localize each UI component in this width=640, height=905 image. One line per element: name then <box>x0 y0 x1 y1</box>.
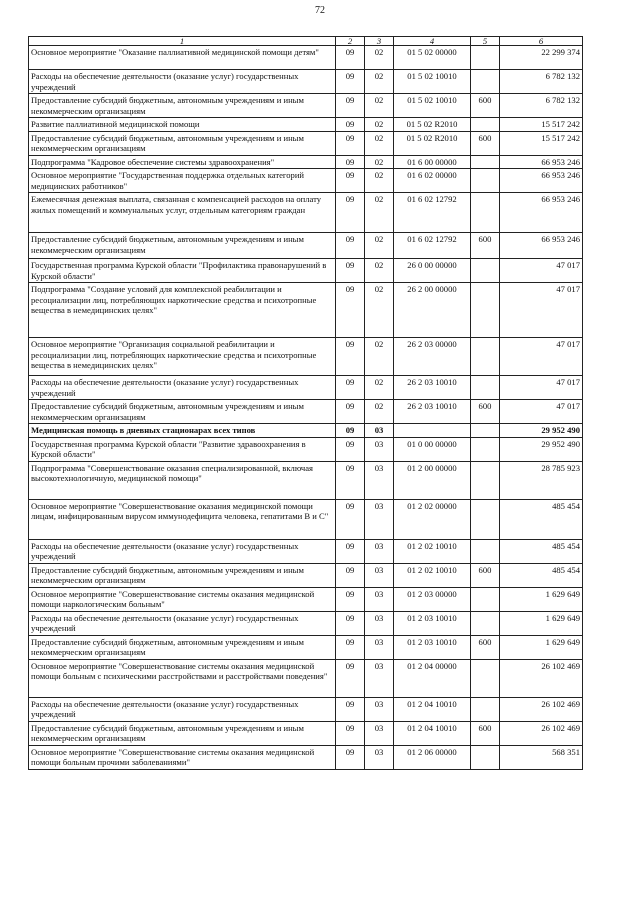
row-target-code-cell: 01 5 02 10010 <box>394 70 471 94</box>
row-section-cell: 09 <box>336 499 365 539</box>
row-expense-type-cell <box>471 259 500 283</box>
column-number: 1 <box>29 37 336 46</box>
row-section-cell: 09 <box>336 697 365 721</box>
table-row <box>29 659 583 697</box>
table-row <box>29 745 583 769</box>
table-row <box>29 155 583 169</box>
column-number-row <box>29 37 583 46</box>
row-expense-type-cell: 600 <box>471 400 500 424</box>
row-name-cell: Ежемесячная денежная выплата, связанная с компенсацией расходов на оплату жилых помещений и коммунальных услуг, отдельным категориям граждан <box>29 193 336 233</box>
row-amount-cell: 1 629 649 <box>500 611 583 635</box>
table-row <box>29 131 583 155</box>
row-name-cell: Предоставление субсидий бюджетным, автономным учреждениям и иным некоммерческим организациям <box>29 721 336 745</box>
row-expense-type-cell <box>471 437 500 461</box>
row-name-cell: Расходы на обеспечение деятельности (оказание услуг) государственных учреждений <box>29 697 336 721</box>
row-target-code-cell: 01 6 02 00000 <box>394 169 471 193</box>
row-section-cell: 09 <box>336 424 365 438</box>
row-section-cell: 09 <box>336 659 365 697</box>
row-expense-type-cell <box>471 499 500 539</box>
row-expense-type-cell <box>471 745 500 769</box>
row-amount-cell: 66 953 246 <box>500 233 583 259</box>
table-row <box>29 424 583 438</box>
row-name-cell: Развитие паллиативной медицинской помощи <box>29 118 336 132</box>
row-expense-type-cell <box>471 193 500 233</box>
row-name-cell: Основное мероприятие "Совершенствование системы оказания медицинской помощи наркологическим больным" <box>29 587 336 611</box>
row-name-cell: Предоставление субсидий бюджетным, автономным учреждениям и иным некоммерческим организациям <box>29 233 336 259</box>
row-section-cell: 09 <box>336 283 365 338</box>
row-expense-type-cell <box>471 659 500 697</box>
row-amount-cell: 1 629 649 <box>500 635 583 659</box>
row-target-code-cell: 01 6 02 12792 <box>394 193 471 233</box>
row-section-cell: 09 <box>336 70 365 94</box>
row-name-cell: Предоставление субсидий бюджетным, автономным учреждениям и иным некоммерческим организациям <box>29 94 336 118</box>
column-number: 3 <box>365 37 394 46</box>
table-row <box>29 169 583 193</box>
column-number: 5 <box>471 37 500 46</box>
row-subsection-cell: 03 <box>365 461 394 499</box>
row-expense-type-cell <box>471 169 500 193</box>
row-expense-type-cell: 600 <box>471 721 500 745</box>
row-amount-cell: 22 299 374 <box>500 46 583 70</box>
row-subsection-cell: 02 <box>365 70 394 94</box>
row-target-code-cell: 01 5 02 R2010 <box>394 118 471 132</box>
row-amount-cell: 485 454 <box>500 499 583 539</box>
table-row <box>29 233 583 259</box>
row-name-cell: Основное мероприятие "Совершенствование системы оказания медицинской помощи больным с психическими расстройствами и расстройствами поведения" <box>29 659 336 697</box>
row-section-cell: 09 <box>336 461 365 499</box>
row-subsection-cell: 03 <box>365 563 394 587</box>
row-name-cell: Основное мероприятие "Совершенствование оказания медицинской помощи лицам, инфицированным вирусом иммунодефицита человека, гепатитами В и С" <box>29 499 336 539</box>
row-name-cell: Основное мероприятие "Совершенствование системы оказания медицинской помощи больным прочими заболеваниями" <box>29 745 336 769</box>
row-amount-cell: 29 952 490 <box>500 437 583 461</box>
row-subsection-cell: 03 <box>365 539 394 563</box>
row-target-code-cell: 26 0 00 00000 <box>394 259 471 283</box>
row-name-cell: Основное мероприятие "Государственная поддержка отдельных категорий медицинских работников" <box>29 169 336 193</box>
table-row <box>29 635 583 659</box>
row-expense-type-cell <box>471 461 500 499</box>
row-subsection-cell: 03 <box>365 659 394 697</box>
row-amount-cell: 6 782 132 <box>500 94 583 118</box>
row-target-code-cell: 01 0 00 00000 <box>394 437 471 461</box>
row-expense-type-cell <box>471 155 500 169</box>
row-amount-cell: 485 454 <box>500 539 583 563</box>
row-section-cell: 09 <box>336 611 365 635</box>
row-amount-cell: 15 517 242 <box>500 118 583 132</box>
row-name-cell: Расходы на обеспечение деятельности (оказание услуг) государственных учреждений <box>29 611 336 635</box>
row-target-code-cell: 01 6 02 12792 <box>394 233 471 259</box>
row-target-code-cell: 01 2 00 00000 <box>394 461 471 499</box>
row-expense-type-cell <box>471 376 500 400</box>
row-expense-type-cell: 600 <box>471 563 500 587</box>
table-row <box>29 563 583 587</box>
row-name-cell: Основное мероприятие "Оказание паллиативной медицинской помощи детям" <box>29 46 336 70</box>
row-target-code-cell: 01 2 03 00000 <box>394 587 471 611</box>
row-expense-type-cell <box>471 611 500 635</box>
row-amount-cell: 47 017 <box>500 400 583 424</box>
row-amount-cell: 66 953 246 <box>500 193 583 233</box>
row-target-code-cell: 01 2 04 10010 <box>394 721 471 745</box>
row-name-cell: Расходы на обеспечение деятельности (оказание услуг) государственных учреждений <box>29 70 336 94</box>
row-amount-cell: 485 454 <box>500 563 583 587</box>
page-number: 72 <box>315 5 325 16</box>
row-section-cell: 09 <box>336 563 365 587</box>
row-subsection-cell: 03 <box>365 745 394 769</box>
row-name-cell: Предоставление субсидий бюджетным, автономным учреждениям и иным некоммерческим организациям <box>29 563 336 587</box>
row-subsection-cell: 03 <box>365 424 394 438</box>
row-amount-cell: 26 102 469 <box>500 659 583 697</box>
table-row <box>29 611 583 635</box>
row-amount-cell: 47 017 <box>500 259 583 283</box>
row-section-cell: 09 <box>336 635 365 659</box>
table-row <box>29 376 583 400</box>
row-target-code-cell: 01 2 02 10010 <box>394 539 471 563</box>
row-expense-type-cell: 600 <box>471 131 500 155</box>
row-expense-type-cell <box>471 424 500 438</box>
row-target-code-cell: 01 2 06 00000 <box>394 745 471 769</box>
row-expense-type-cell <box>471 697 500 721</box>
row-name-cell: Подпрограмма "Создание условий для комплексной реабилитации и ресоциализации лиц, потребляющих наркотические средства и психотропные вещества в немедицинских целях" <box>29 283 336 338</box>
row-expense-type-cell: 600 <box>471 94 500 118</box>
row-target-code-cell: 26 2 03 10010 <box>394 400 471 424</box>
row-subsection-cell: 02 <box>365 94 394 118</box>
row-expense-type-cell <box>471 70 500 94</box>
row-section-cell: 09 <box>336 193 365 233</box>
row-target-code-cell: 01 2 02 00000 <box>394 499 471 539</box>
row-amount-cell: 568 351 <box>500 745 583 769</box>
table-row <box>29 400 583 424</box>
row-subsection-cell: 03 <box>365 721 394 745</box>
row-subsection-cell: 02 <box>365 338 394 376</box>
row-amount-cell: 47 017 <box>500 283 583 338</box>
row-expense-type-cell <box>471 46 500 70</box>
row-amount-cell: 26 102 469 <box>500 721 583 745</box>
row-section-cell: 09 <box>336 400 365 424</box>
table-row <box>29 587 583 611</box>
column-number: 4 <box>394 37 471 46</box>
row-subsection-cell: 02 <box>365 259 394 283</box>
row-target-code-cell: 01 6 00 00000 <box>394 155 471 169</box>
table-row <box>29 461 583 499</box>
table-row <box>29 283 583 338</box>
table-row <box>29 118 583 132</box>
table-row <box>29 539 583 563</box>
row-subsection-cell: 02 <box>365 376 394 400</box>
row-section-cell: 09 <box>336 233 365 259</box>
table-row <box>29 46 583 70</box>
row-name-cell: Медицинская помощь в дневных стационарах всех типов <box>29 424 336 438</box>
row-name-cell: Предоставление субсидий бюджетным, автономным учреждениям и иным некоммерческим организациям <box>29 400 336 424</box>
row-name-cell: Подпрограмма "Кадровое обеспечение системы здравоохранения" <box>29 155 336 169</box>
table-row <box>29 499 583 539</box>
row-amount-cell: 29 952 490 <box>500 424 583 438</box>
table-row <box>29 437 583 461</box>
row-name-cell: Расходы на обеспечение деятельности (оказание услуг) государственных учреждений <box>29 376 336 400</box>
row-target-code-cell: 01 5 02 10010 <box>394 94 471 118</box>
row-section-cell: 09 <box>336 437 365 461</box>
row-expense-type-cell: 600 <box>471 635 500 659</box>
row-target-code-cell: 01 2 04 10010 <box>394 697 471 721</box>
row-amount-cell: 28 785 923 <box>500 461 583 499</box>
budget-table <box>28 36 583 770</box>
column-number: 2 <box>336 37 365 46</box>
row-name-cell: Предоставление субсидий бюджетным, автономным учреждениям и иным некоммерческим организациям <box>29 131 336 155</box>
row-target-code-cell: 01 2 03 10010 <box>394 611 471 635</box>
row-expense-type-cell <box>471 539 500 563</box>
row-target-code-cell <box>394 424 471 438</box>
row-name-cell: Государственная программа Курской области "Профилактика правонарушений в Курской области" <box>29 259 336 283</box>
column-number: 6 <box>500 37 583 46</box>
row-section-cell: 09 <box>336 376 365 400</box>
row-section-cell: 09 <box>336 721 365 745</box>
row-amount-cell: 66 953 246 <box>500 155 583 169</box>
row-target-code-cell: 01 2 04 00000 <box>394 659 471 697</box>
row-amount-cell: 47 017 <box>500 338 583 376</box>
row-amount-cell: 47 017 <box>500 376 583 400</box>
row-section-cell: 09 <box>336 587 365 611</box>
row-target-code-cell: 01 2 02 10010 <box>394 563 471 587</box>
row-amount-cell: 26 102 469 <box>500 697 583 721</box>
row-name-cell: Предоставление субсидий бюджетным, автономным учреждениям и иным некоммерческим организациям <box>29 635 336 659</box>
row-subsection-cell: 03 <box>365 499 394 539</box>
row-target-code-cell: 26 2 00 00000 <box>394 283 471 338</box>
row-name-cell: Основное мероприятие "Организация социальной реабилитации и ресоциализации лиц, потребляющих наркотические средства и психотропные вещества в немедицинских целях" <box>29 338 336 376</box>
row-amount-cell: 66 953 246 <box>500 169 583 193</box>
row-subsection-cell: 02 <box>365 400 394 424</box>
row-section-cell: 09 <box>336 338 365 376</box>
row-subsection-cell: 03 <box>365 635 394 659</box>
row-subsection-cell: 02 <box>365 283 394 338</box>
table-row <box>29 70 583 94</box>
row-section-cell: 09 <box>336 169 365 193</box>
row-section-cell: 09 <box>336 259 365 283</box>
row-expense-type-cell: 600 <box>471 233 500 259</box>
row-subsection-cell: 03 <box>365 697 394 721</box>
row-name-cell: Подпрограмма "Совершенствование оказания специализированной, включая высокотехнологичную, медицинской помощи" <box>29 461 336 499</box>
row-name-cell: Государственная программа Курской области "Развитие здравоохранения в Курской области" <box>29 437 336 461</box>
table-row <box>29 94 583 118</box>
row-target-code-cell: 26 2 03 10010 <box>394 376 471 400</box>
row-subsection-cell: 03 <box>365 587 394 611</box>
row-amount-cell: 1 629 649 <box>500 587 583 611</box>
row-expense-type-cell <box>471 283 500 338</box>
row-amount-cell: 6 782 132 <box>500 70 583 94</box>
row-expense-type-cell <box>471 338 500 376</box>
row-section-cell: 09 <box>336 131 365 155</box>
row-section-cell: 09 <box>336 46 365 70</box>
row-target-code-cell: 01 5 02 00000 <box>394 46 471 70</box>
row-subsection-cell: 02 <box>365 131 394 155</box>
row-expense-type-cell <box>471 587 500 611</box>
row-subsection-cell: 02 <box>365 193 394 233</box>
table-row <box>29 697 583 721</box>
table-row <box>29 721 583 745</box>
row-target-code-cell: 26 2 03 00000 <box>394 338 471 376</box>
row-section-cell: 09 <box>336 118 365 132</box>
row-expense-type-cell <box>471 118 500 132</box>
row-name-cell: Расходы на обеспечение деятельности (оказание услуг) государственных учреждений <box>29 539 336 563</box>
row-amount-cell: 15 517 242 <box>500 131 583 155</box>
table-row <box>29 259 583 283</box>
row-section-cell: 09 <box>336 155 365 169</box>
row-section-cell: 09 <box>336 539 365 563</box>
table-row <box>29 338 583 376</box>
row-section-cell: 09 <box>336 94 365 118</box>
row-target-code-cell: 01 2 03 10010 <box>394 635 471 659</box>
row-subsection-cell: 02 <box>365 233 394 259</box>
row-subsection-cell: 03 <box>365 437 394 461</box>
table-row <box>29 193 583 233</box>
row-subsection-cell: 02 <box>365 118 394 132</box>
row-subsection-cell: 03 <box>365 611 394 635</box>
row-section-cell: 09 <box>336 745 365 769</box>
row-subsection-cell: 02 <box>365 46 394 70</box>
row-target-code-cell: 01 5 02 R2010 <box>394 131 471 155</box>
row-subsection-cell: 02 <box>365 155 394 169</box>
row-subsection-cell: 02 <box>365 169 394 193</box>
